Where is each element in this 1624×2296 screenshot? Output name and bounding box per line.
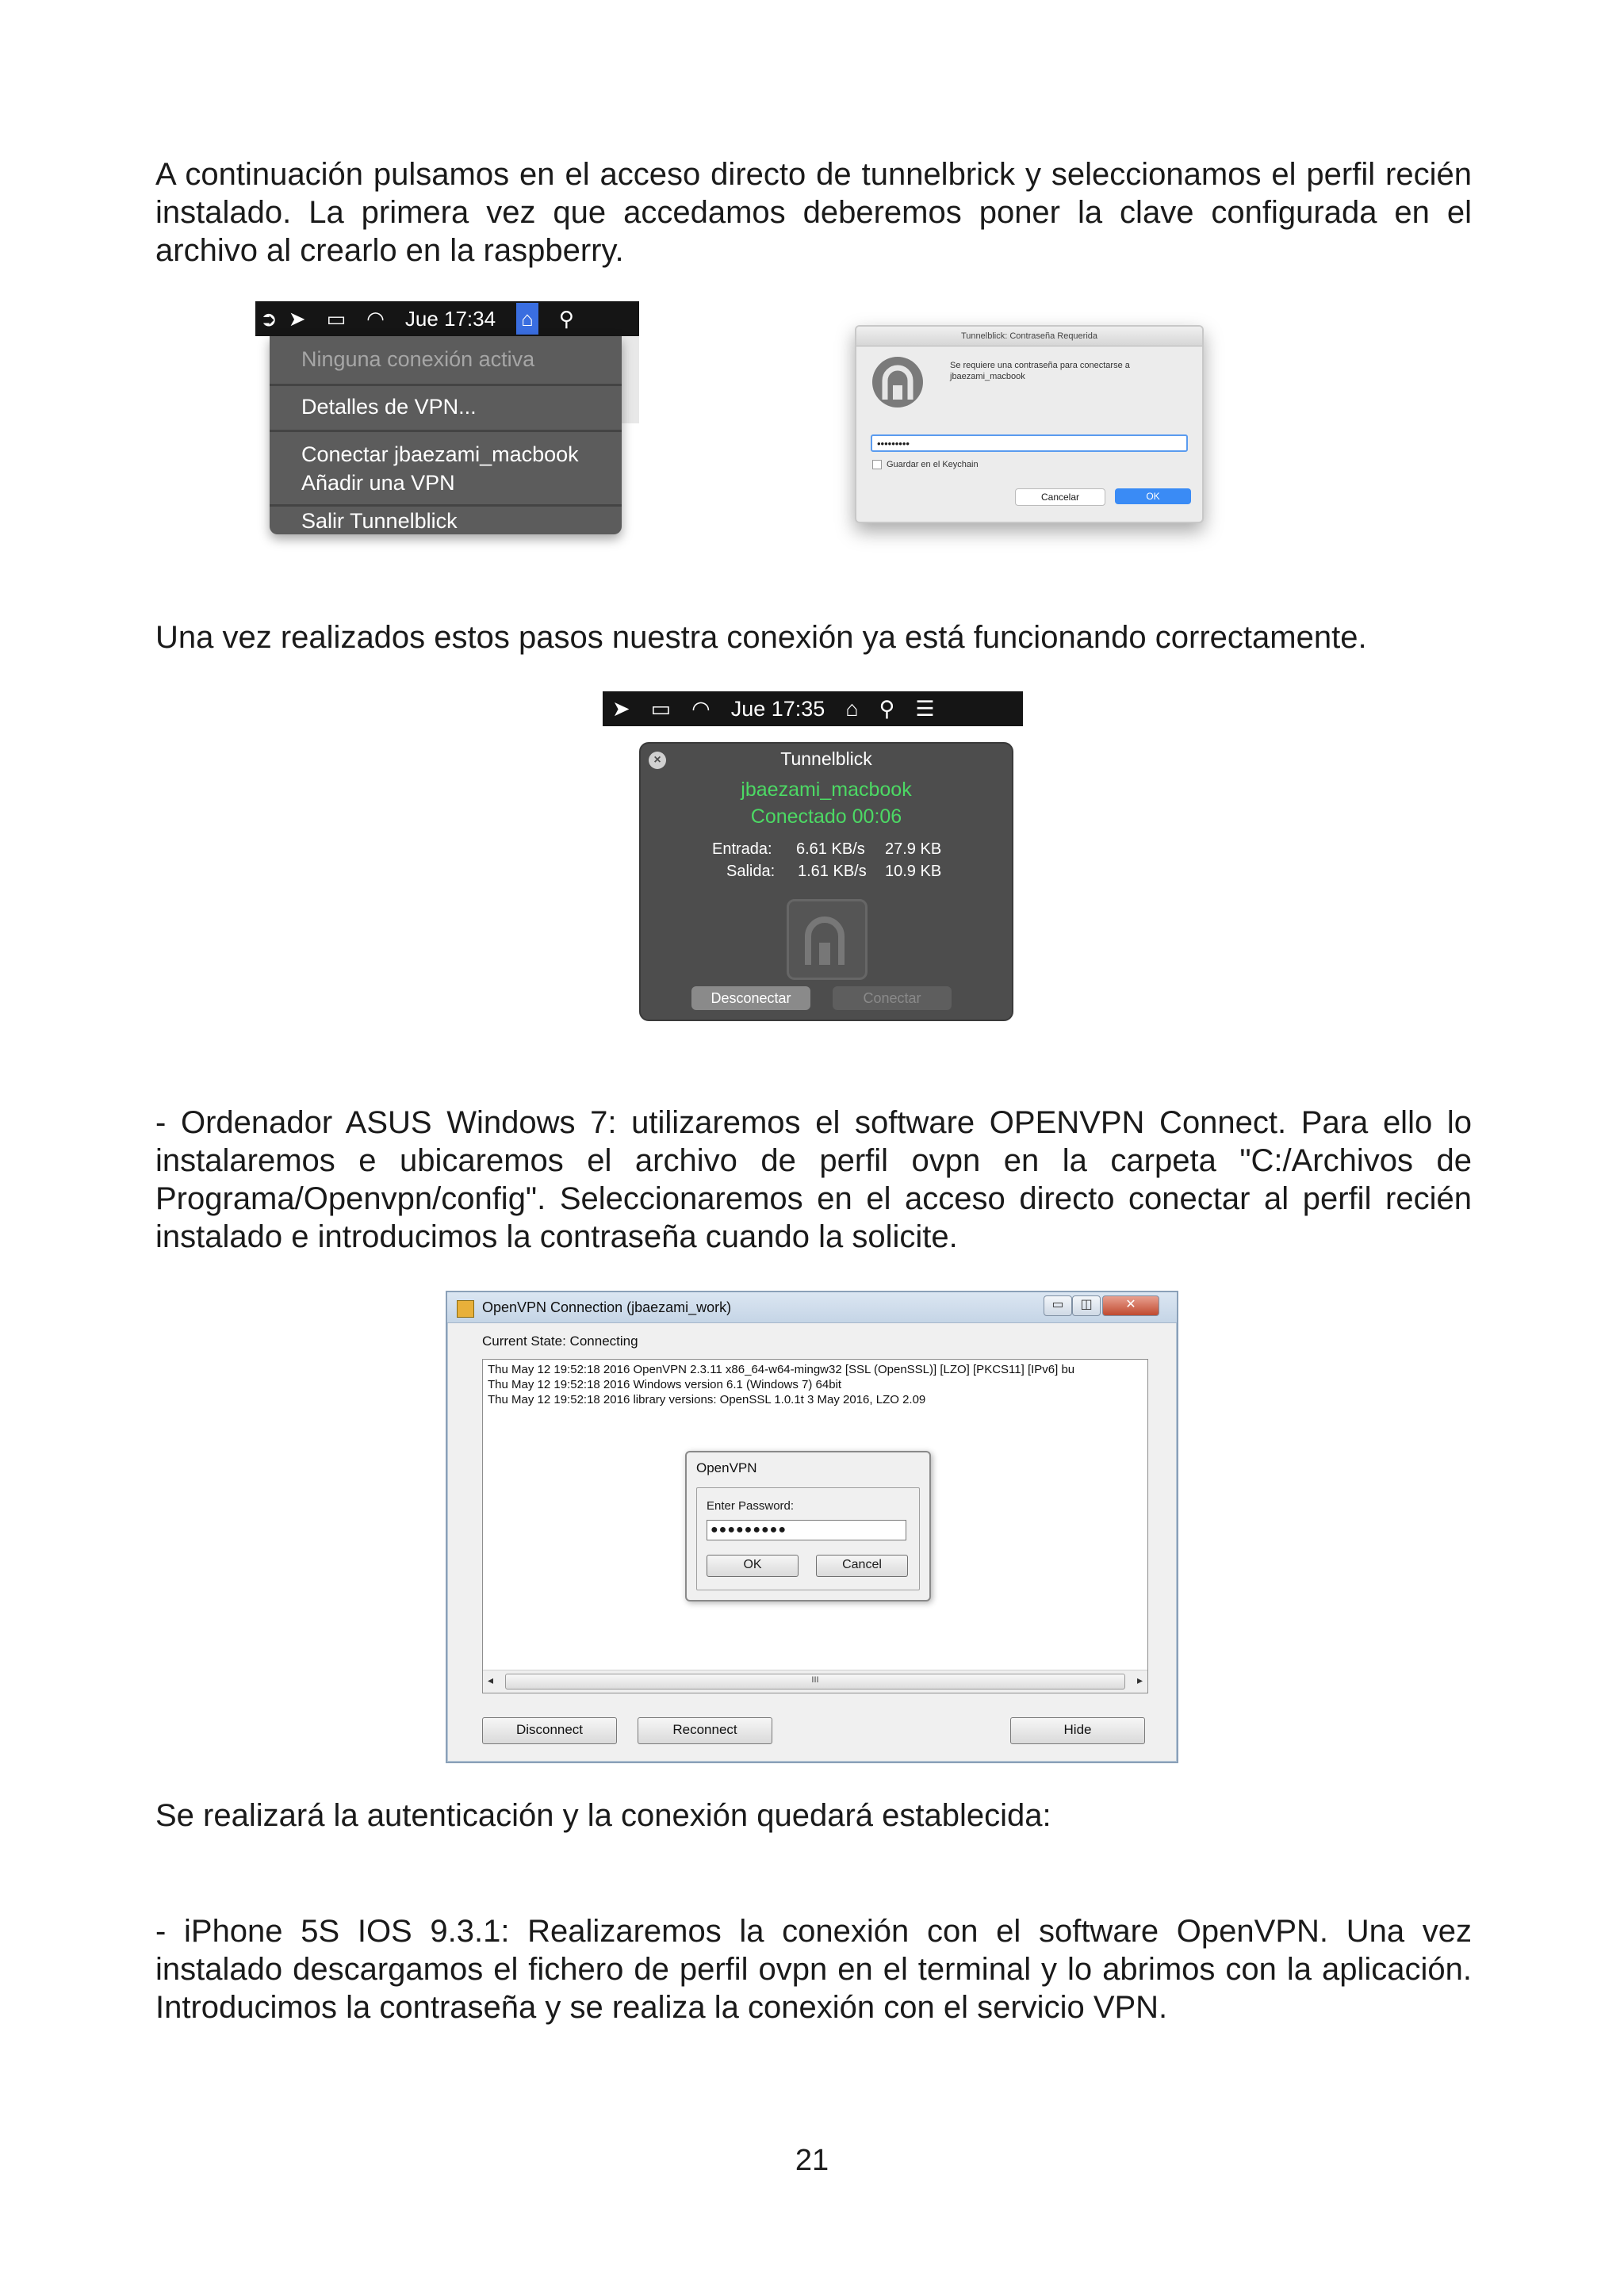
list-icon[interactable]: ☰	[915, 696, 935, 721]
profile-name: jbaezami_macbook	[741, 779, 912, 801]
tunnelblick-menu-screenshot	[255, 301, 639, 563]
in-label: Entrada:	[712, 840, 772, 858]
location-icon: ➤	[288, 306, 306, 331]
menu-item-vpn-details[interactable]: Detalles de VPN...	[301, 395, 477, 419]
paragraph-working: Una vez realizados estos pasos nuestra conexión ya está funcionando correctamente.	[155, 620, 1367, 655]
close-icon[interactable]: ×	[649, 752, 666, 769]
ok-button[interactable]: OK	[1115, 488, 1191, 504]
panel-title: Tunnelblick	[780, 748, 872, 769]
openvpn-connection-window	[446, 1291, 1178, 1763]
wifi-icon: ◠	[691, 696, 710, 721]
menu-separator	[270, 504, 622, 507]
paragraph-authentication: Se realizará la autenticación y la conexión quedará establecida:	[155, 1798, 1051, 1833]
tunnelblick-icon[interactable]: ⌂	[845, 696, 859, 721]
window-title: OpenVPN Connection (jbaezami_work)	[447, 1292, 1177, 1323]
close-button[interactable]: ✕	[1102, 1295, 1159, 1316]
mac-menubar	[255, 301, 639, 336]
dialog-message: Se requiere una contraseña para conectarse a jbaezami_macbook	[950, 361, 1130, 381]
menu-separator	[270, 430, 622, 432]
menubar-time: Jue 17:34	[404, 306, 496, 331]
connect-button[interactable]: Conectar	[833, 986, 952, 1010]
out-total: 10.9 KB	[885, 863, 942, 880]
menu-separator	[270, 384, 622, 386]
tunnelblick-logo-icon	[787, 899, 868, 980]
prompt-title: OpenVPN	[696, 1460, 757, 1475]
minimize-button[interactable]: ▭	[1044, 1295, 1072, 1316]
background-window-edge	[620, 336, 639, 423]
menubar-time: Jue 17:35	[730, 696, 825, 721]
menu-item-quit[interactable]: Salir Tunnelblick	[301, 509, 458, 533]
location-icon: ➤	[612, 696, 630, 721]
ok-button[interactable]: OK	[707, 1555, 799, 1577]
disconnect-button[interactable]: Desconectar	[691, 986, 810, 1010]
log-line: Thu May 12 19:52:18 2016 OpenVPN 2.3.11 x86_64-w64-mingw32 [SSL (OpenSSL)] [LZO] [PKCS11] [IPv6] bu	[488, 1363, 1075, 1376]
disconnect-button[interactable]: Disconnect	[482, 1717, 617, 1744]
dialog-title: Tunnelblick: Contraseña Requerida	[856, 327, 1202, 346]
cancel-button[interactable]: Cancelar	[1015, 488, 1105, 506]
scroll-right-icon[interactable]: ▸	[1136, 1674, 1143, 1686]
paragraph-intro: A continuación pulsamos en el acceso directo de tunnelbrick y seleccionamos el perfil recién instalado. La primera vez que accedamos deberemos poner la clave configurada en el archivo al crearlo en la raspberry.	[155, 157, 1472, 268]
wifi-icon: ◠	[366, 306, 385, 331]
battery-icon: ▭	[650, 696, 672, 721]
paragraph-iphone: - iPhone 5S IOS 9.3.1: Realizaremos la conexión con el software OpenVPN. Una vez instalado descargamos el fichero de perfil ovpn en el terminal y lo abrimos con la aplicación. Introducimos la contraseña y se realiza la conexión con el servicio VPN.	[155, 1914, 1472, 2025]
password-label: Enter Password:	[707, 1499, 795, 1513]
horizontal-scrollbar[interactable]	[483, 1670, 1147, 1693]
maximize-button[interactable]: ◫	[1072, 1295, 1101, 1316]
arrow-icon: ➲	[260, 306, 278, 331]
hide-button[interactable]: Hide	[1010, 1717, 1145, 1744]
reconnect-button[interactable]: Reconnect	[638, 1717, 772, 1744]
menu-item-add-vpn[interactable]: Añadir una VPN	[301, 471, 455, 495]
scrollbar-thumb[interactable]: III	[505, 1674, 1125, 1689]
in-rate: 6.61 KB/s	[796, 840, 865, 858]
password-prompt-dialog	[685, 1451, 931, 1601]
menu-item-no-connection: Ninguna conexión activa	[301, 347, 535, 371]
keychain-label: Guardar en el Keychain	[887, 460, 979, 469]
status-panel	[639, 742, 1013, 1021]
tunnelblick-status-screenshot	[603, 691, 1023, 1032]
password-input[interactable]: ●●●●●●●●●	[707, 1520, 906, 1540]
prompt-frame	[696, 1487, 920, 1590]
log-line: Thu May 12 19:52:18 2016 library versions: OpenSSL 1.0.1t 3 May 2016, LZO 2.09	[488, 1393, 926, 1406]
tunnelblick-logo-icon	[872, 357, 923, 408]
out-label: Salida:	[726, 863, 776, 880]
mac-menubar	[603, 691, 1023, 726]
keychain-checkbox[interactable]	[872, 460, 979, 469]
connection-status: Conectado 00:06	[750, 806, 902, 828]
search-icon[interactable]: ⚲	[879, 696, 895, 721]
out-rate: 1.61 KB/s	[798, 863, 867, 880]
in-total: 27.9 KB	[885, 840, 942, 858]
checkbox-box[interactable]	[872, 460, 882, 469]
tunnelblick-dropdown-menu	[270, 336, 622, 534]
lock-icon	[457, 1300, 474, 1318]
battery-icon: ▭	[326, 306, 347, 331]
page-number: 21	[795, 2144, 829, 2177]
menu-item-connect[interactable]: Conectar jbaezami_macbook	[301, 442, 579, 466]
log-line: Thu May 12 19:52:18 2016 Windows version 6.1 (Windows 7) 64bit	[488, 1378, 842, 1391]
scroll-left-icon[interactable]: ◂	[488, 1674, 494, 1686]
tunnelblick-icon[interactable]: ⌂	[516, 303, 538, 335]
paragraph-windows: - Ordenador ASUS Windows 7: utilizaremos el software OPENVPN Connect. Para ello lo instalaremos e ubicaremos el archivo de perfil ovpn en la carpeta "C:/Archivos de Programa/Openvpn/config". Seleccionaremos en el acceso directo conectar al perfil recién instalado e introducimos la contraseña cuando la solicite.	[155, 1105, 1472, 1254]
tunnelblick-password-dialog	[855, 325, 1204, 523]
current-state: Current State: Connecting	[482, 1334, 638, 1349]
search-icon[interactable]: ⚲	[558, 306, 574, 331]
password-input[interactable]: •••••••••	[871, 434, 1188, 452]
cancel-button[interactable]: Cancel	[816, 1555, 908, 1577]
